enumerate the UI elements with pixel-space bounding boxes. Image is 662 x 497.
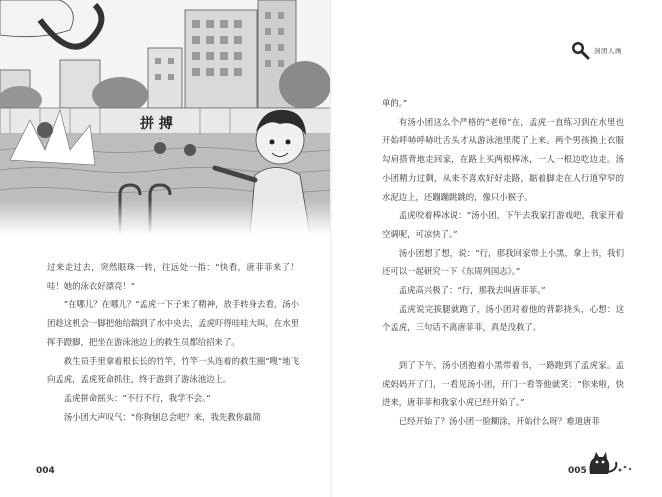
pool-sign-text: 拼 搏 [140,116,173,132]
pool-illustration [0,0,331,235]
right-page-body [382,94,624,431]
series-badge [570,40,622,60]
paragraph: 孟虎咬着棒冰说：“汤小团，下午去我家打游戏吧，我家开着空调呢，可凉快了。” [382,210,624,239]
paragraph: 已经开始了？汤小团一脸糊涂，开始什么呀？难道唐菲 [398,415,600,426]
series-title: 剑团人画 [594,46,622,55]
paragraph: 过来走过去，突然眼珠一转，往远处一指：“快看，唐菲菲来了！哇！她的泳衣好漂亮！” [47,262,299,291]
paragraph: 汤小团想了想，说：“行，那我回家带上小黑，拿上书，我们还可以一起研究一下《东周列国志》。” [382,247,624,277]
cat-icon [586,450,634,476]
right-page-number: 005 [568,466,587,476]
paragraph: 救生员手里拿着根长长的竹竿，竹竿一头连着的救生圈“嗖”地飞向孟虎，孟虎死命抓住，终于游到了游泳池边上。 [47,355,299,385]
paragraph: 汤小团大声叹气：“你狗刨总会吧？来，我先教你最简 [63,411,261,422]
magnifier-icon [570,40,590,60]
paragraph: 孟虎说完拔腿就跑了，汤小团对着他的背影挠头，心想：这个孟虎，三句话不离唐菲菲，真是没救了。 [382,303,624,333]
paragraph: 单的。” [382,98,408,108]
paragraph: 到了下午，汤小团抱着小黑带着书，一路跑到了孟虎家。孟虎妈妈开了门，一看见汤小团，开门一看等他就笑：“你来啦，快进来，唐菲菲和我家小虎已经开始了。” [382,359,624,408]
left-page-number: 004 [36,466,55,476]
paragraph: 孟虎拼命摇头：“不行不行，我学不会。” [63,392,211,403]
paragraph: 有汤小团这么个严格的“老师”在，孟虎一直练习到在水里也开始呼哧呼哧吐舌头才从游泳池里爬了上来。两个男孩换上衣服勾肩搭背地走回家，在路上买两根棒冰，一人一根边吃边走。汤小团精力过剩，从来不喜欢好好走路，踮着脚走在人行道窄窄的水泥边上，还蹦蹦跳跳的，像只小猴子。 [382,116,624,202]
paragraph: 孟虎高兴极了：“行，那我去叫唐菲菲。” [398,285,546,296]
left-page-body [47,258,299,426]
paragraph: “在哪儿？在哪儿？”孟虎一下子来了精神，放手转身去看，汤小团趁这机会一脚把他给踹到了水中央去，孟虎吓得哇哇大叫，在水里挥手蹬脚，把坐在游泳池边上的救生员都给招来了。 [47,299,299,347]
